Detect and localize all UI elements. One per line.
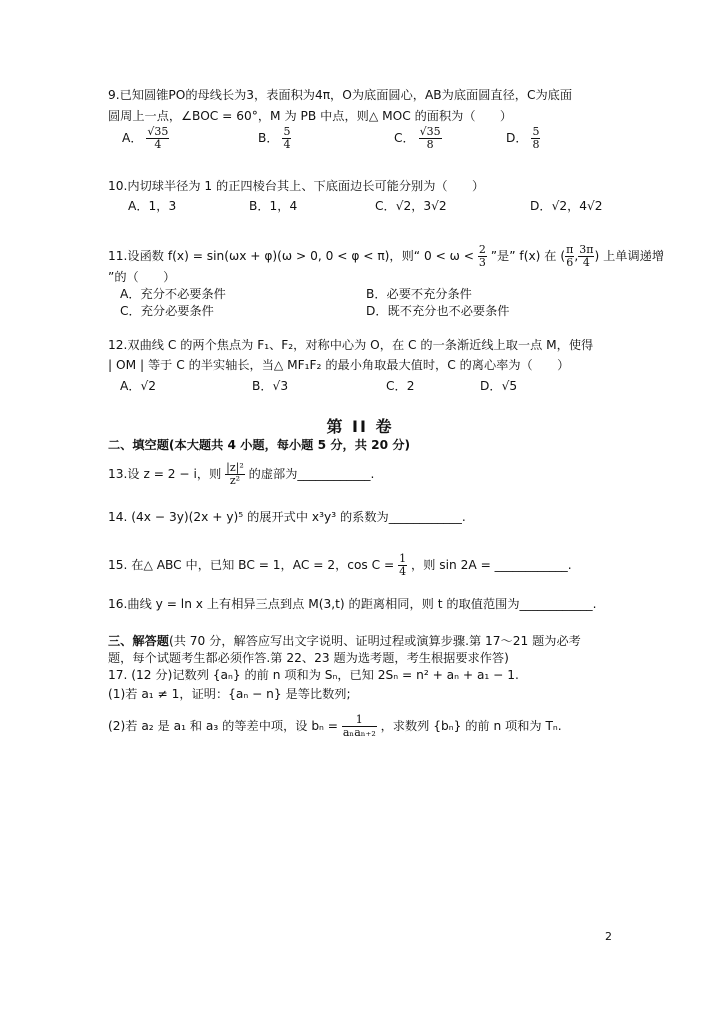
q10-option-d: D．√2，4√2 — [530, 199, 603, 213]
q9-option-c: C． $\frac{√35}{8}$ — [394, 125, 441, 151]
q12-line2: | OM | 等于 C 的半实轴长，当△ MF₁F₂ 的最小角取最大值时，C 的离心率为（ ） — [108, 358, 570, 372]
q17-line3: (2)若 a₂ 是 a₁ 和 a₃ 的等差中项，设 bₙ = $\frac{1}{\text{aₙaₙ₊₂}}$ ，求数列 {bₙ} 的前 n 项和为 Tₙ. — [108, 713, 562, 739]
q13: 13.设 z = 2 − i，则 $\frac{\text{|z|²}}{\text{z²}}$ 的虚部为____________. — [108, 461, 375, 487]
q10-line1: 10.内切球半径为 1 的正四棱台其上、下底面边长可能分别为（ ） — [108, 179, 485, 193]
q12-option-a: A．√2 — [120, 379, 157, 393]
q11-option-b: B．必要不充分条件 — [366, 287, 472, 301]
q16: 16.曲线 y = ln x 上有相异三点到点 M(3,t) 的距离相同，则 t 的取值范围为____________. — [108, 597, 597, 611]
q9-line2: 圆周上一点，∠BOC = 60°，M 为 PB 中点，则△ MOC 的面积为（ ） — [108, 109, 513, 123]
q17-line1: 17. (12 分)记数列 {aₙ} 的前 n 项和为 Sₙ，已知 2Sₙ = n² + aₙ + a₁ − 1. — [108, 668, 519, 682]
q10-option-c: C．√2，3√2 — [375, 199, 447, 213]
part3-heading-line2: 题，每个试题考生都必须作答.第 22、23 题为选考题，考生根据要求作答) — [108, 651, 509, 665]
q9-line1: 9.已知圆锥PO的母线长为3，表面积为4π，O为底面圆心，AB为底面圆直径，C为底面 — [108, 88, 573, 102]
q11-option-d: D．既不充分也不必要条件 — [366, 304, 510, 318]
q10-option-a: A．1，3 — [128, 199, 177, 213]
q12-option-c: C．2 — [386, 379, 415, 393]
q9-option-a: A． $\frac{√35}{4}$ — [122, 125, 169, 151]
q9-option-d: D． $\frac{5}{8}$ — [506, 125, 540, 151]
q10-option-b: B．1，4 — [249, 199, 298, 213]
q17-line2: (1)若 a₁ ≠ 1，证明：{aₙ − n} 是等比数列; — [108, 687, 351, 701]
q11-option-a: A．充分不必要条件 — [120, 287, 226, 301]
part3-heading: 三、解答题(共 70 分，解答应写出文字说明、证明过程或演算步骤.第 17～21 题为必考 — [108, 634, 581, 648]
q12-line1: 12.双曲线 C 的两个焦点为 F₁、F₂，对称中心为 O，在 C 的一条渐近线上取一点 M，使得 — [108, 338, 594, 352]
q9-option-b: B． $\frac{5}{4}$ — [258, 125, 291, 151]
part2-heading: 二、填空题(本大题共 4 小题，每小题 5 分，共 20 分) — [108, 438, 411, 452]
q11-line1: 11.设函数 f(x) = sin(ωx + φ)(ω > 0, 0 < φ < π)，则“ 0 < ω < $\frac{2}{3}$ ”是” f(x) 在 ( $\frac{\pi}{6}$ , $\frac{3\pi}{4}$ ) 上单调递增 — [108, 243, 665, 269]
page-number: 2 — [605, 930, 612, 943]
q11-line2: ”的（ ） — [108, 270, 176, 284]
q11-option-c: C．充分必要条件 — [120, 304, 214, 318]
q14: 14. (4x − 3y)(2x + y)⁵ 的展开式中 x³y³ 的系数为____________. — [108, 510, 466, 524]
q12-option-b: B．√3 — [252, 379, 289, 393]
section-title: 第 II 卷 — [326, 417, 394, 436]
q12-option-d: D．√5 — [480, 379, 518, 393]
q15: 15. 在△ ABC 中，已知 BC = 1，AC = 2，cos C = $\frac{1}{4}$ ，则 sin 2A = ____________. — [108, 552, 572, 578]
